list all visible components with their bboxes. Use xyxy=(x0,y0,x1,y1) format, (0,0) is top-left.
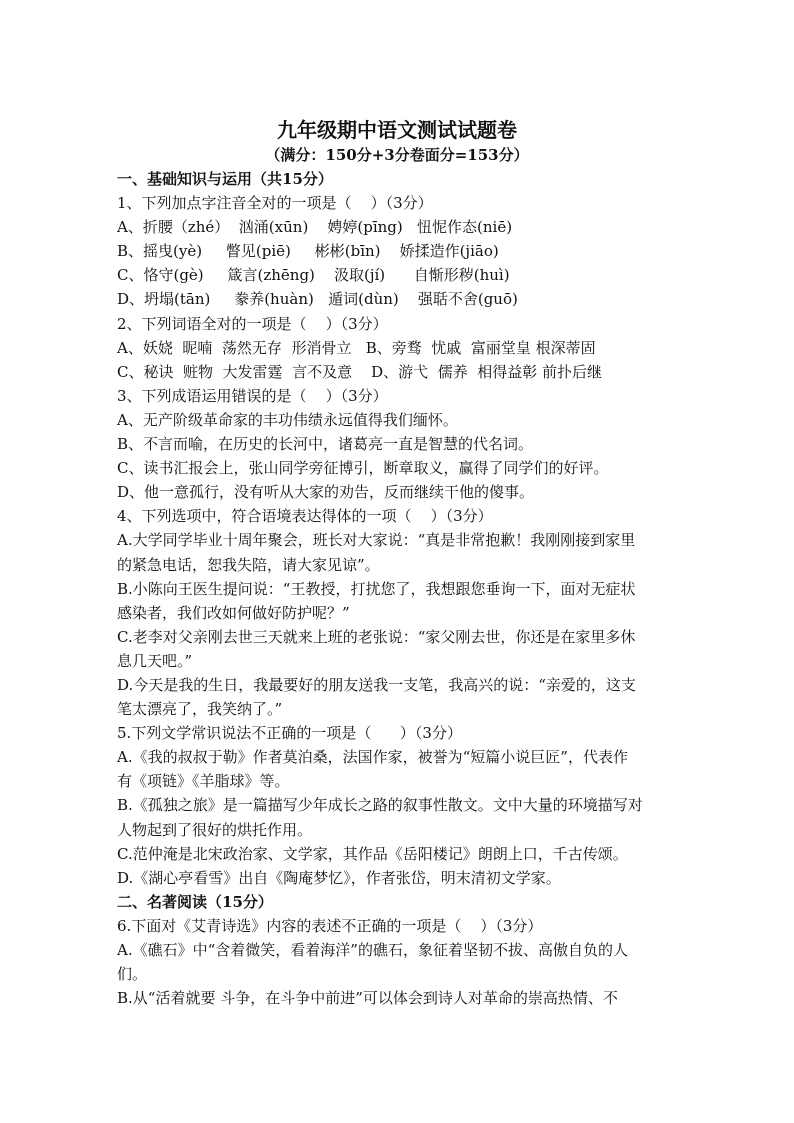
text-line: D.《湖心亭看雪》出自《陶庵梦忆》，作者张岱，明末清初文学家。 xyxy=(117,868,561,887)
text-line: B、不言而喻，在历史的长河中，诸葛亮一直是智慧的代名词。 xyxy=(117,435,534,454)
text-line: C.范仲淹是北宋政治家、文学家，其作品《岳阳楼记》朗朗上口，千古传颂。 xyxy=(117,844,628,863)
text-line: C、恪守(gè) 箴言(zhēng) 汲取(jí) 自惭形秽(huì) xyxy=(117,266,510,285)
text-line: A、折腰（zhé） 汹涌(xūn) 娉婷(pīng) 忸怩作态(niē) xyxy=(117,218,513,237)
text-line: 感染者，我们改如何做好防护呢？” xyxy=(117,603,350,622)
section-heading: 一、基础知识与运用（共15分） xyxy=(117,170,333,188)
text-line: 笔太漂亮了，我笑纳了。” xyxy=(117,700,283,719)
text-line: C.老李对父亲刚去世三天就来上班的老张说：“家父刚去世，你还是在家里多休 xyxy=(117,627,636,646)
text-line: B.小陈向王医生提问说：“王教授，打扰您了，我想跟您垂询一下，面对无症状 xyxy=(117,579,636,598)
text-line: A、妖娆 昵喃 荡然无存 形消骨立 B、旁骛 忧戚 富丽堂皇 根深蒂固 xyxy=(117,338,596,357)
question-stem: 1、下列加点字注音全对的一项是（ ）（3分） xyxy=(117,194,433,213)
text-line: A.大学同学毕业十周年聚会，班长对大家说：“真是非常抱歉！我刚刚接到家里 xyxy=(117,531,636,550)
text-line: A.《我的叔叔于勒》作者莫泊桑，法国作家，被誉为“短篇小说巨匠”，代表作 xyxy=(117,748,628,767)
text-line: 有《项链》《羊脂球》等。 xyxy=(117,772,290,791)
text-line: D.今天是我的生日，我最要好的朋友送我一支笔，我高兴的说：“亲爱的，这支 xyxy=(117,675,636,694)
text-line: D、他一意孤行，没有听从大家的劝告，反而继续干他的傻事。 xyxy=(117,483,535,502)
text-line: A.《礁石》中“含着微笑，看着海洋”的礁石，象征着坚韧不拔、高傲自负的人 xyxy=(117,941,628,959)
text-line: 们。 xyxy=(117,965,148,984)
question-stem: 4、下列选项中，符合语境表达得体的一项（ ）（3分） xyxy=(117,507,493,526)
text-line: C、秘诀 赃物 大发雷霆 言不及意 D、游弋 儒养 相得益彰 前扑后继 xyxy=(117,362,603,381)
text-line: C、读书汇报会上，张山同学旁征博引，断章取义，赢得了同学们的好评。 xyxy=(117,459,609,478)
question-stem: 6.下面对《艾青诗选》内容的表述不正确的一项是（ ）（3分） xyxy=(117,916,543,935)
text-line: 的紧急电话，恕我失陪，请大家见谅”。 xyxy=(117,555,380,574)
text-line: 息几天吧。” xyxy=(117,651,193,670)
page-subtitle: （满分：150分+3分卷面分=153分） xyxy=(265,146,529,164)
page-title: 九年级期中语文测试试题卷 xyxy=(277,118,517,142)
exam-content xyxy=(117,167,682,1010)
text-line: 人物起到了很好的烘托作用。 xyxy=(117,820,313,839)
text-line: B.从“活着就要 斗争，在斗争中前进”可以体会到诗人对革命的崇高热情、不 xyxy=(117,989,618,1008)
text-line: B、摇曳(yè) 瞥见(piē) 彬彬(bīn) 娇揉造作(jiāo) xyxy=(117,242,499,261)
section-heading: 二、名著阅读（15分） xyxy=(117,892,273,911)
question-stem: 5.下列文学常识说法不正确的一项是（ ）（3分） xyxy=(117,724,462,743)
text-line: D、坍塌(tān) 豢养(huàn) 遁词(dùn) 强聒不舍(guō) xyxy=(117,290,518,309)
question-stem: 2、下列词语全对的一项是（ ）（3分） xyxy=(117,314,388,333)
question-stem: 3、下列成语运用错误的是（ ）（3分） xyxy=(117,386,388,405)
text-line: A、无产阶级革命家的丰功伟绩永远值得我们缅怀。 xyxy=(117,410,458,429)
text-line: B.《孤独之旅》是一篇描写少年成长之路的叙事性散文。文中大量的环境描写对 xyxy=(117,796,643,815)
